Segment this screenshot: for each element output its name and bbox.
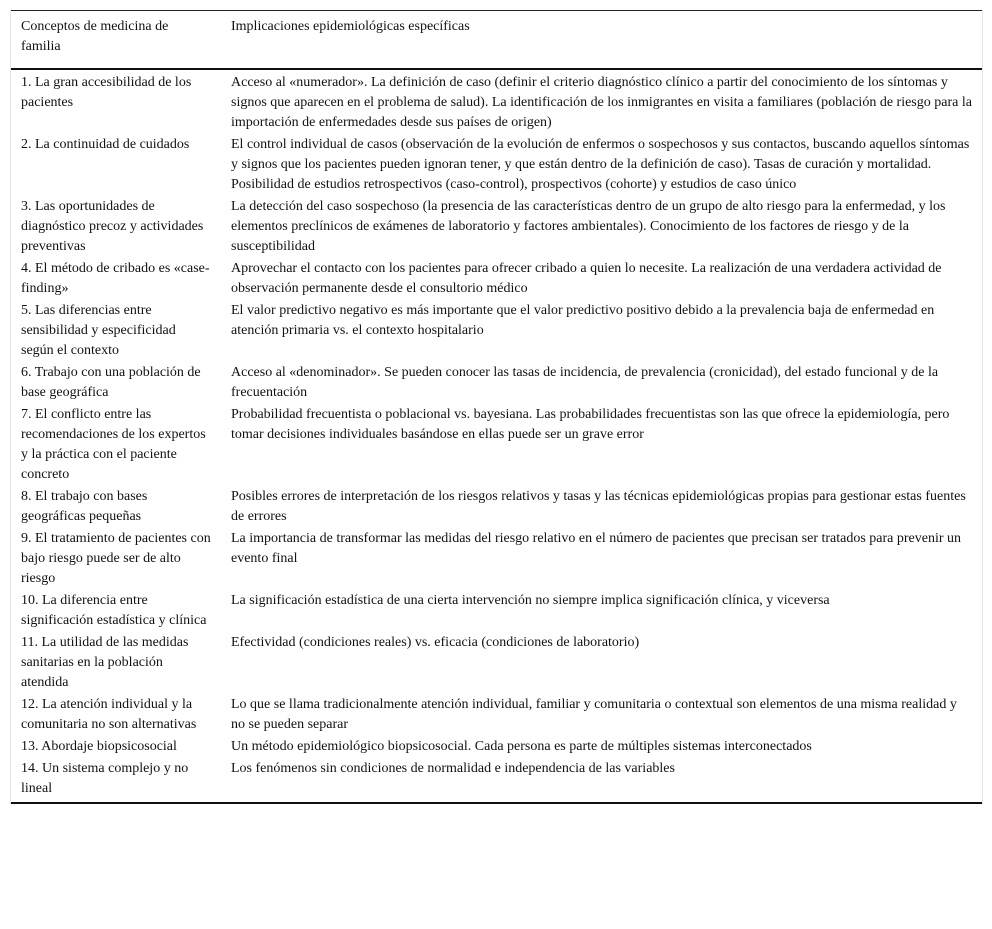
table-row	[11, 195, 982, 257]
table-row	[11, 403, 982, 485]
implication-cell: Efectividad (condiciones reales) vs. eficacia (condiciones de laboratorio)	[231, 635, 640, 650]
concept-cell: 1. La gran accesibilidad de los pacientes	[21, 75, 192, 110]
table-row	[11, 133, 982, 195]
implication-cell: Acceso al «numerador». La definición de caso (definir el criterio diagnóstico clínico a partir del conocimiento de los síntomas y signos que aparecen en el problema de salud). La identificación de los inmigrantes en visita a familiares (población de riesgo para la importación de enfermedades desde sus países de origen)	[231, 75, 972, 130]
implication-cell: Acceso al «denominador». Se pueden conocer las tasas de incidencia, de prevalencia (cronicidad), del estado funcional y de la frecuentación	[231, 365, 939, 400]
table-row	[11, 693, 982, 735]
implication-cell: La importancia de transformar las medidas del riesgo relativo en el número de pacientes que precisan ser tratados para prevenir un evento final	[231, 531, 962, 566]
table-row	[11, 299, 982, 361]
implication-cell: La detección del caso sospechoso (la presencia de las características dentro de un grupo de alto riesgo para la enfermedad, y los elementos preclínicos de exámenes de laboratorio y factores ambientales). Conocimiento de los factores de riesgo y de la susceptibilidad	[231, 199, 946, 254]
concept-cell: 11. La utilidad de las medidas sanitarias en la población atendida	[21, 635, 189, 690]
table-row	[11, 69, 982, 133]
implication-cell: La significación estadística de una cierta intervención no siempre implica significación clínica, y viceversa	[231, 593, 830, 608]
table-header	[11, 11, 982, 70]
concept-cell: 14. Un sistema complejo y no lineal	[21, 761, 189, 796]
concept-cell: 7. El conflicto entre las recomendaciones de los expertos y la práctica con el paciente concreto	[21, 407, 206, 482]
concept-cell: 5. Las diferencias entre sensibilidad y especificidad según el contexto	[21, 303, 176, 358]
concept-cell: 8. El trabajo con bases geográficas pequeñas	[21, 489, 148, 524]
concept-cell: 3. Las oportunidades de diagnóstico precoz y actividades preventivas	[21, 199, 204, 254]
implication-cell: Aprovechar el contacto con los pacientes para ofrecer cribado a quien lo necesite. La realización de una verdadera actividad de observación permanente desde el consultorio médico	[231, 261, 942, 296]
implication-cell: El control individual de casos (observación de la evolución de enfermos o sospechosos y sus contactos, buscando aquellos síntomas y signos que los pacientes pueden ignoran tener, y que están dentro de la definición de caso). Tasas de curación y mortalidad. Posibilidad de estudios retrospectivos (caso-control), prospectivos (cohorte) y estudios de caso único	[231, 137, 970, 192]
header-row	[11, 11, 982, 70]
concepts-table	[11, 10, 982, 804]
implication-cell: El valor predictivo negativo es más importante que el valor predictivo positivo debido a la prevalencia baja de enfermedad en atención primaria vs. el contexto hospitalario	[231, 303, 935, 338]
concept-cell: 10. La diferencia entre significación estadística y clínica	[21, 593, 207, 628]
table-row	[11, 257, 982, 299]
implication-cell: Posibles errores de interpretación de los riesgos relativos y tasas y las técnicas epidemiológicas propias para gestionar estas fuentes de errores	[231, 489, 966, 524]
concept-cell: 6. Trabajo con una población de base geográfica	[21, 365, 201, 400]
table-row	[11, 631, 982, 693]
concept-cell: 2. La continuidad de cuidados	[21, 137, 190, 152]
table-row	[11, 589, 982, 631]
concept-cell: 4. El método de cribado es «case-finding»	[21, 261, 210, 296]
implication-cell: Un método epidemiológico biopsicosocial. Cada persona es parte de múltiples sistemas interconectados	[231, 739, 812, 754]
implication-cell: Lo que se llama tradicionalmente atención individual, familiar y comunitaria o contextual son elementos de una misma realidad y no se pueden separar	[231, 697, 957, 732]
table-body	[11, 69, 982, 803]
concept-cell: 13. Abordaje biopsicosocial	[21, 739, 177, 754]
table-row	[11, 485, 982, 527]
column-header-concepts: Conceptos de medicina de familia	[21, 19, 169, 54]
column-header-implications: Implicaciones epidemiológicas específicas	[231, 19, 470, 34]
concept-cell: 9. El tratamiento de pacientes con bajo riesgo puede ser de alto riesgo	[21, 531, 211, 586]
table-row	[11, 527, 982, 589]
table-row	[11, 735, 982, 757]
concept-cell: 12. La atención individual y la comunitaria no son alternativas	[21, 697, 197, 732]
implication-cell: Probabilidad frecuentista o poblacional vs. bayesiana. Las probabilidades frecuentistas son las que ofrece la epidemiología, pero tomar decisiones individuales basándose en ellas puede ser un grave error	[231, 407, 950, 442]
table-container	[10, 10, 983, 804]
table-row	[11, 757, 982, 803]
table-row	[11, 361, 982, 403]
implication-cell: Los fenómenos sin condiciones de normalidad e independencia de las variables	[231, 761, 675, 776]
